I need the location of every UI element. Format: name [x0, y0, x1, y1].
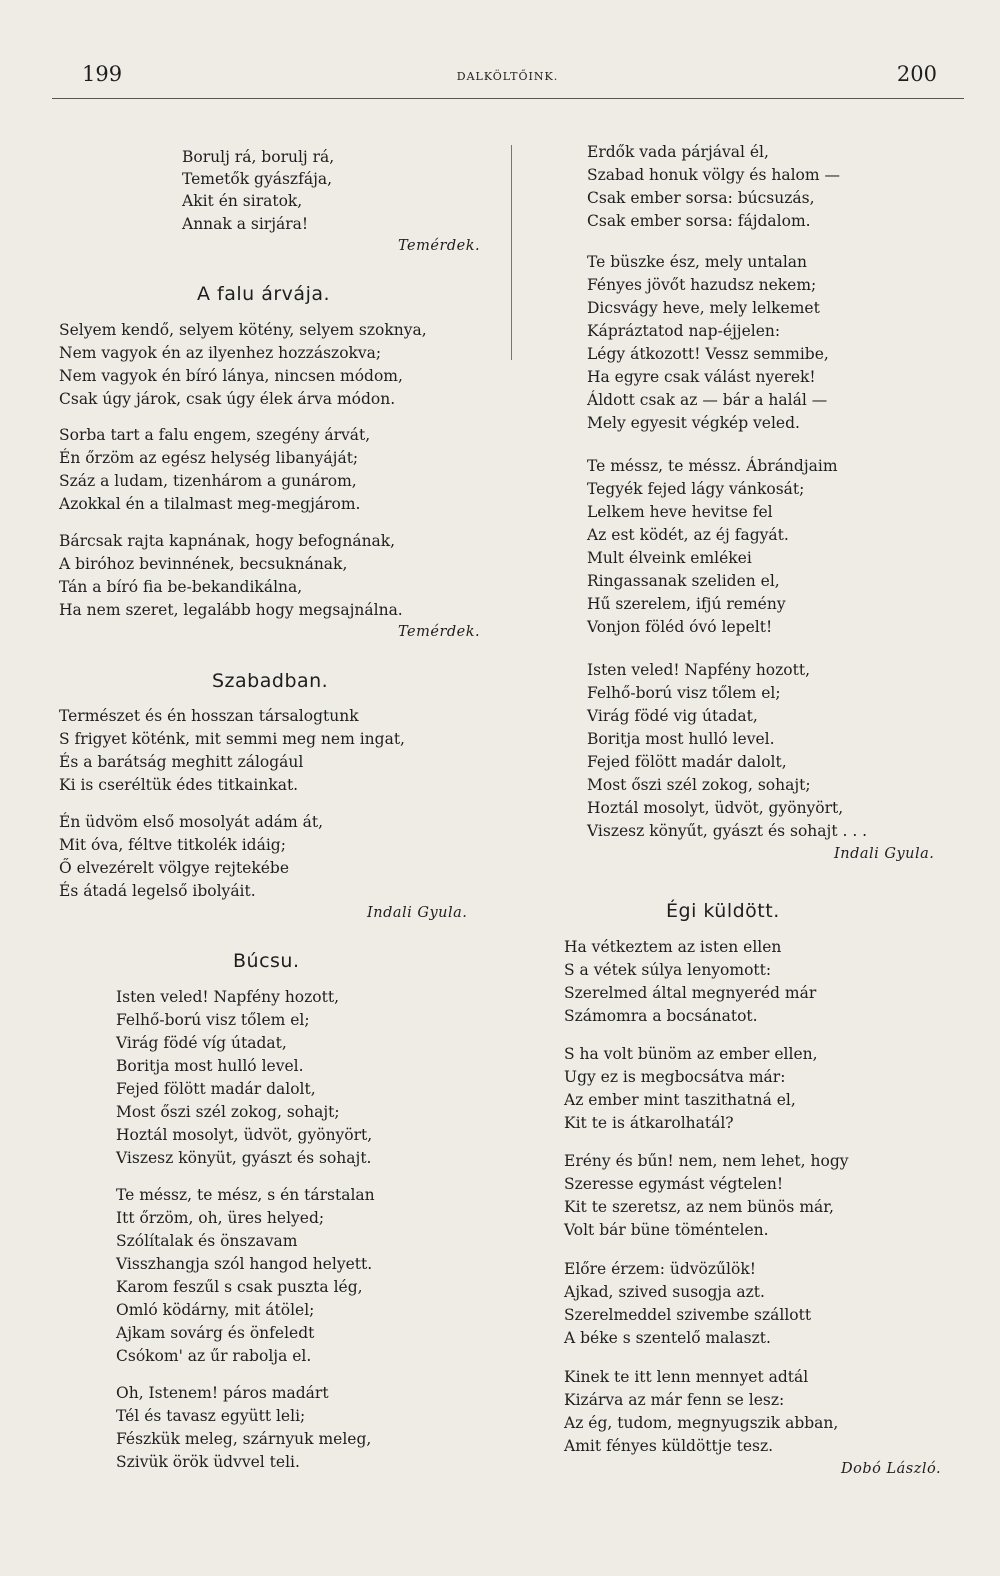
poem-title: Szabadban. [212, 670, 329, 692]
poem-line: Kizárva az már fenn se lesz: [564, 1391, 785, 1409]
poem-line: Viszesz könyüt, gyászt és sohajt. [116, 1149, 372, 1167]
poem-line: Te büszke ész, mely untalan [587, 253, 808, 271]
poem-line: Ha vétkeztem az isten ellen [564, 938, 782, 956]
poem-title: A falu árvája. [197, 283, 331, 305]
page-number-right: 200 [896, 62, 937, 86]
poem-line: Selyem kendő, selyem kötény, selyem szoknya, [59, 321, 427, 339]
poem-line: Csak úgy járok, csak úgy élek árva módon. [59, 390, 396, 408]
poem-line: Szabad honuk völgy és halom — [587, 166, 840, 184]
poem-line: Karom feszűl s csak puszta lég, [116, 1278, 363, 1296]
poem-line: Omló ködárny, mit átölel; [116, 1301, 315, 1319]
poem-line: Áldott csak az — bár a halál — [587, 391, 828, 409]
poem-line: Szólítalak és önszavam [116, 1232, 298, 1250]
poem-line: Boritja most hulló level. [116, 1057, 304, 1075]
poem-line: Mely egyesit végkép veled. [587, 414, 800, 432]
poem-line: Fényes jövőt hazudsz nekem; [587, 276, 817, 294]
poem-line: Ha egyre csak válást nyerek! [587, 368, 816, 386]
poem-line: Virág födé víg útadat, [116, 1034, 287, 1052]
poem-line: Oh, Istenem! páros madárt [116, 1384, 329, 1402]
poem-line: Isten veled! Napfény hozott, [116, 988, 340, 1006]
poem-line: Hű szerelem, ifjú remény [587, 595, 786, 613]
poem-line: A biróhoz bevinnének, becsuknának, [59, 555, 348, 573]
poem-line: Csak ember sorsa: búcsuzás, [587, 189, 815, 207]
poem-line: Csókom' az űr rabolja el. [116, 1347, 312, 1365]
header-rule [52, 98, 964, 99]
poem-line: Erdők vada párjával él, [587, 143, 769, 161]
poem-line: Szerelmed által megnyeréd már [564, 984, 817, 1002]
poem-line: Amit fényes küldöttje tesz. [564, 1437, 774, 1455]
poem-line: Viszesz könyűt, gyászt és sohajt . . . [587, 822, 868, 840]
author-signature: Indali Gyula. [367, 905, 468, 921]
poem-line: Ajkad, szived susogja azt. [564, 1283, 765, 1301]
poem-line: Ugy ez is megbocsátva már: [564, 1068, 786, 1086]
poem-line: Sorba tart a falu engem, szegény árvát, [59, 426, 371, 444]
poem-line: Visszhangja szól hangod helyett. [116, 1255, 373, 1273]
poem-line: Mult élveink emlékei [587, 549, 752, 567]
poem-line: Isten veled! Napfény hozott, [587, 661, 811, 679]
poem-line: Tegyék fejed lágy vánkosát; [587, 480, 805, 498]
poem-line: Nem vagyok én az ilyenhez hozzászokva; [59, 344, 382, 362]
poem-line: Kit te szeretsz, az nem bünös már, [564, 1198, 834, 1216]
poem-line: Ha nem szeret, legalább hogy megsajnálna. [59, 601, 403, 619]
poem-line: Szivük örök üdvvel teli. [116, 1453, 300, 1471]
poem-line: Nem vagyok én bíró lánya, nincsen módom, [59, 367, 403, 385]
poem-line: Lelkem heve hevitse fel [587, 503, 773, 521]
poem-line: Fészkük meleg, szárnyuk meleg, [116, 1430, 372, 1448]
poem-line: Akit én siratok, [182, 192, 303, 210]
poem-line: Boritja most hulló level. [587, 730, 775, 748]
poem-line: Erény és bűn! nem, nem lehet, hogy [564, 1152, 849, 1170]
poem-line: S ha volt bünöm az ember ellen, [564, 1045, 818, 1063]
poem-line: Itt őrzöm, oh, üres helyed; [116, 1209, 325, 1227]
poem-line: Az ember mint taszithatná el, [564, 1091, 796, 1109]
poem-line: Annak a sirjára! [182, 215, 309, 233]
poem-line: Légy átkozott! Vessz semmibe, [587, 345, 829, 363]
poem-line: Én üdvöm első mosolyát adám át, [59, 813, 324, 831]
poem-line: S frigyet köténk, mit semmi meg nem ingat, [59, 730, 405, 748]
poem-line: Én őrzöm az egész helység libanyáját; [59, 449, 359, 467]
running-title: DALKÖLTŐINK. [456, 70, 559, 83]
poem-line: Ki is cseréltük édes titkainkat. [59, 776, 299, 794]
poem-line: Fejed fölött madár dalolt, [587, 753, 787, 771]
poem-line: Temetők gyászfája, [182, 170, 333, 188]
poem-line: Felhő-ború visz tőlem el; [587, 684, 781, 702]
poem-line: És átadá legelső ibolyáit. [59, 882, 256, 900]
poem-title: Égi küldött. [666, 900, 780, 922]
poem-line: Hoztál mosolyt, üdvöt, gyönyört, [587, 799, 844, 817]
poem-title: Búcsu. [233, 950, 300, 972]
poem-line: Azokkal én a tilalmast meg-megjárom. [59, 495, 361, 513]
page-header [50, 62, 965, 102]
author-signature: Temérdek. [398, 238, 481, 254]
poem-line: Az est ködét, az éj fagyát. [587, 526, 789, 544]
poem-line: Most őszi szél zokog, sohajt; [587, 776, 811, 794]
poem-line: Dicsvágy heve, mely lelkemet [587, 299, 820, 317]
poem-line: Csak ember sorsa: fájdalom. [587, 212, 811, 230]
poem-line: Borulj rá, borulj rá, [182, 148, 335, 166]
poem-line: Tél és tavasz együtt leli; [116, 1407, 306, 1425]
poem-line: Kit te is átkarolhatál? [564, 1114, 734, 1132]
author-signature: Temérdek. [398, 624, 481, 640]
poem-line: Az ég, tudom, megnyugszik abban, [564, 1414, 839, 1432]
poem-line: Te méssz, te méssz. Ábrándjaim [587, 457, 838, 475]
poem-line: S a vétek súlya lenyomott: [564, 961, 772, 979]
page-number-left: 199 [82, 62, 123, 86]
poem-line: Tán a bíró fia be-bekandikálna, [59, 578, 303, 596]
poem-line: A béke s szentelő malaszt. [564, 1329, 771, 1347]
poem-line: Száz a ludam, tizenhárom a gunárom, [59, 472, 357, 490]
poem-line: Kinek te itt lenn mennyet adtál [564, 1368, 809, 1386]
poem-line: Természet és én hosszan társalogtunk [59, 707, 359, 725]
poem-line: Szeresse egymást végtelen! [564, 1175, 784, 1193]
poem-line: Számomra a bocsánatot. [564, 1007, 758, 1025]
poem-line: Hoztál mosolyt, üdvöt, gyönyört, [116, 1126, 373, 1144]
author-signature: Indali Gyula. [834, 846, 935, 862]
poem-line: Fejed fölött madár dalolt, [116, 1080, 316, 1098]
author-signature: Dobó László. [841, 1461, 942, 1477]
poem-line: Előre érzem: üdvözűlök! [564, 1260, 756, 1278]
poem-line: Bárcsak rajta kapnának, hogy befognának, [59, 532, 396, 550]
poem-line: Mit óva, féltve titkolék idáig; [59, 836, 286, 854]
poem-line: Volt bár büne töméntelen. [564, 1221, 769, 1239]
poem-line: Most őszi szél zokog, sohajt; [116, 1103, 340, 1121]
poem-line: Virág födé vig útadat, [587, 707, 758, 725]
poem-line: Te méssz, te mész, s én társtalan [116, 1186, 375, 1204]
poem-line: Ajkam sovárg és önfeledt [116, 1324, 315, 1342]
poem-line: Ő elvezérelt völgye rejtekébe [59, 859, 290, 877]
column-divider [511, 145, 512, 360]
poem-line: Vonjon föléd óvó lepelt! [587, 618, 773, 636]
poem-line: És a barátság meghitt zálogául [59, 753, 304, 771]
poem-line: Felhő-ború visz tőlem el; [116, 1011, 310, 1029]
poem-line: Ringassanak szeliden el, [587, 572, 780, 590]
poem-line: Kápráztatod nap-éjjelen: [587, 322, 781, 340]
poem-line: Szerelmeddel szivembe szállott [564, 1306, 812, 1324]
